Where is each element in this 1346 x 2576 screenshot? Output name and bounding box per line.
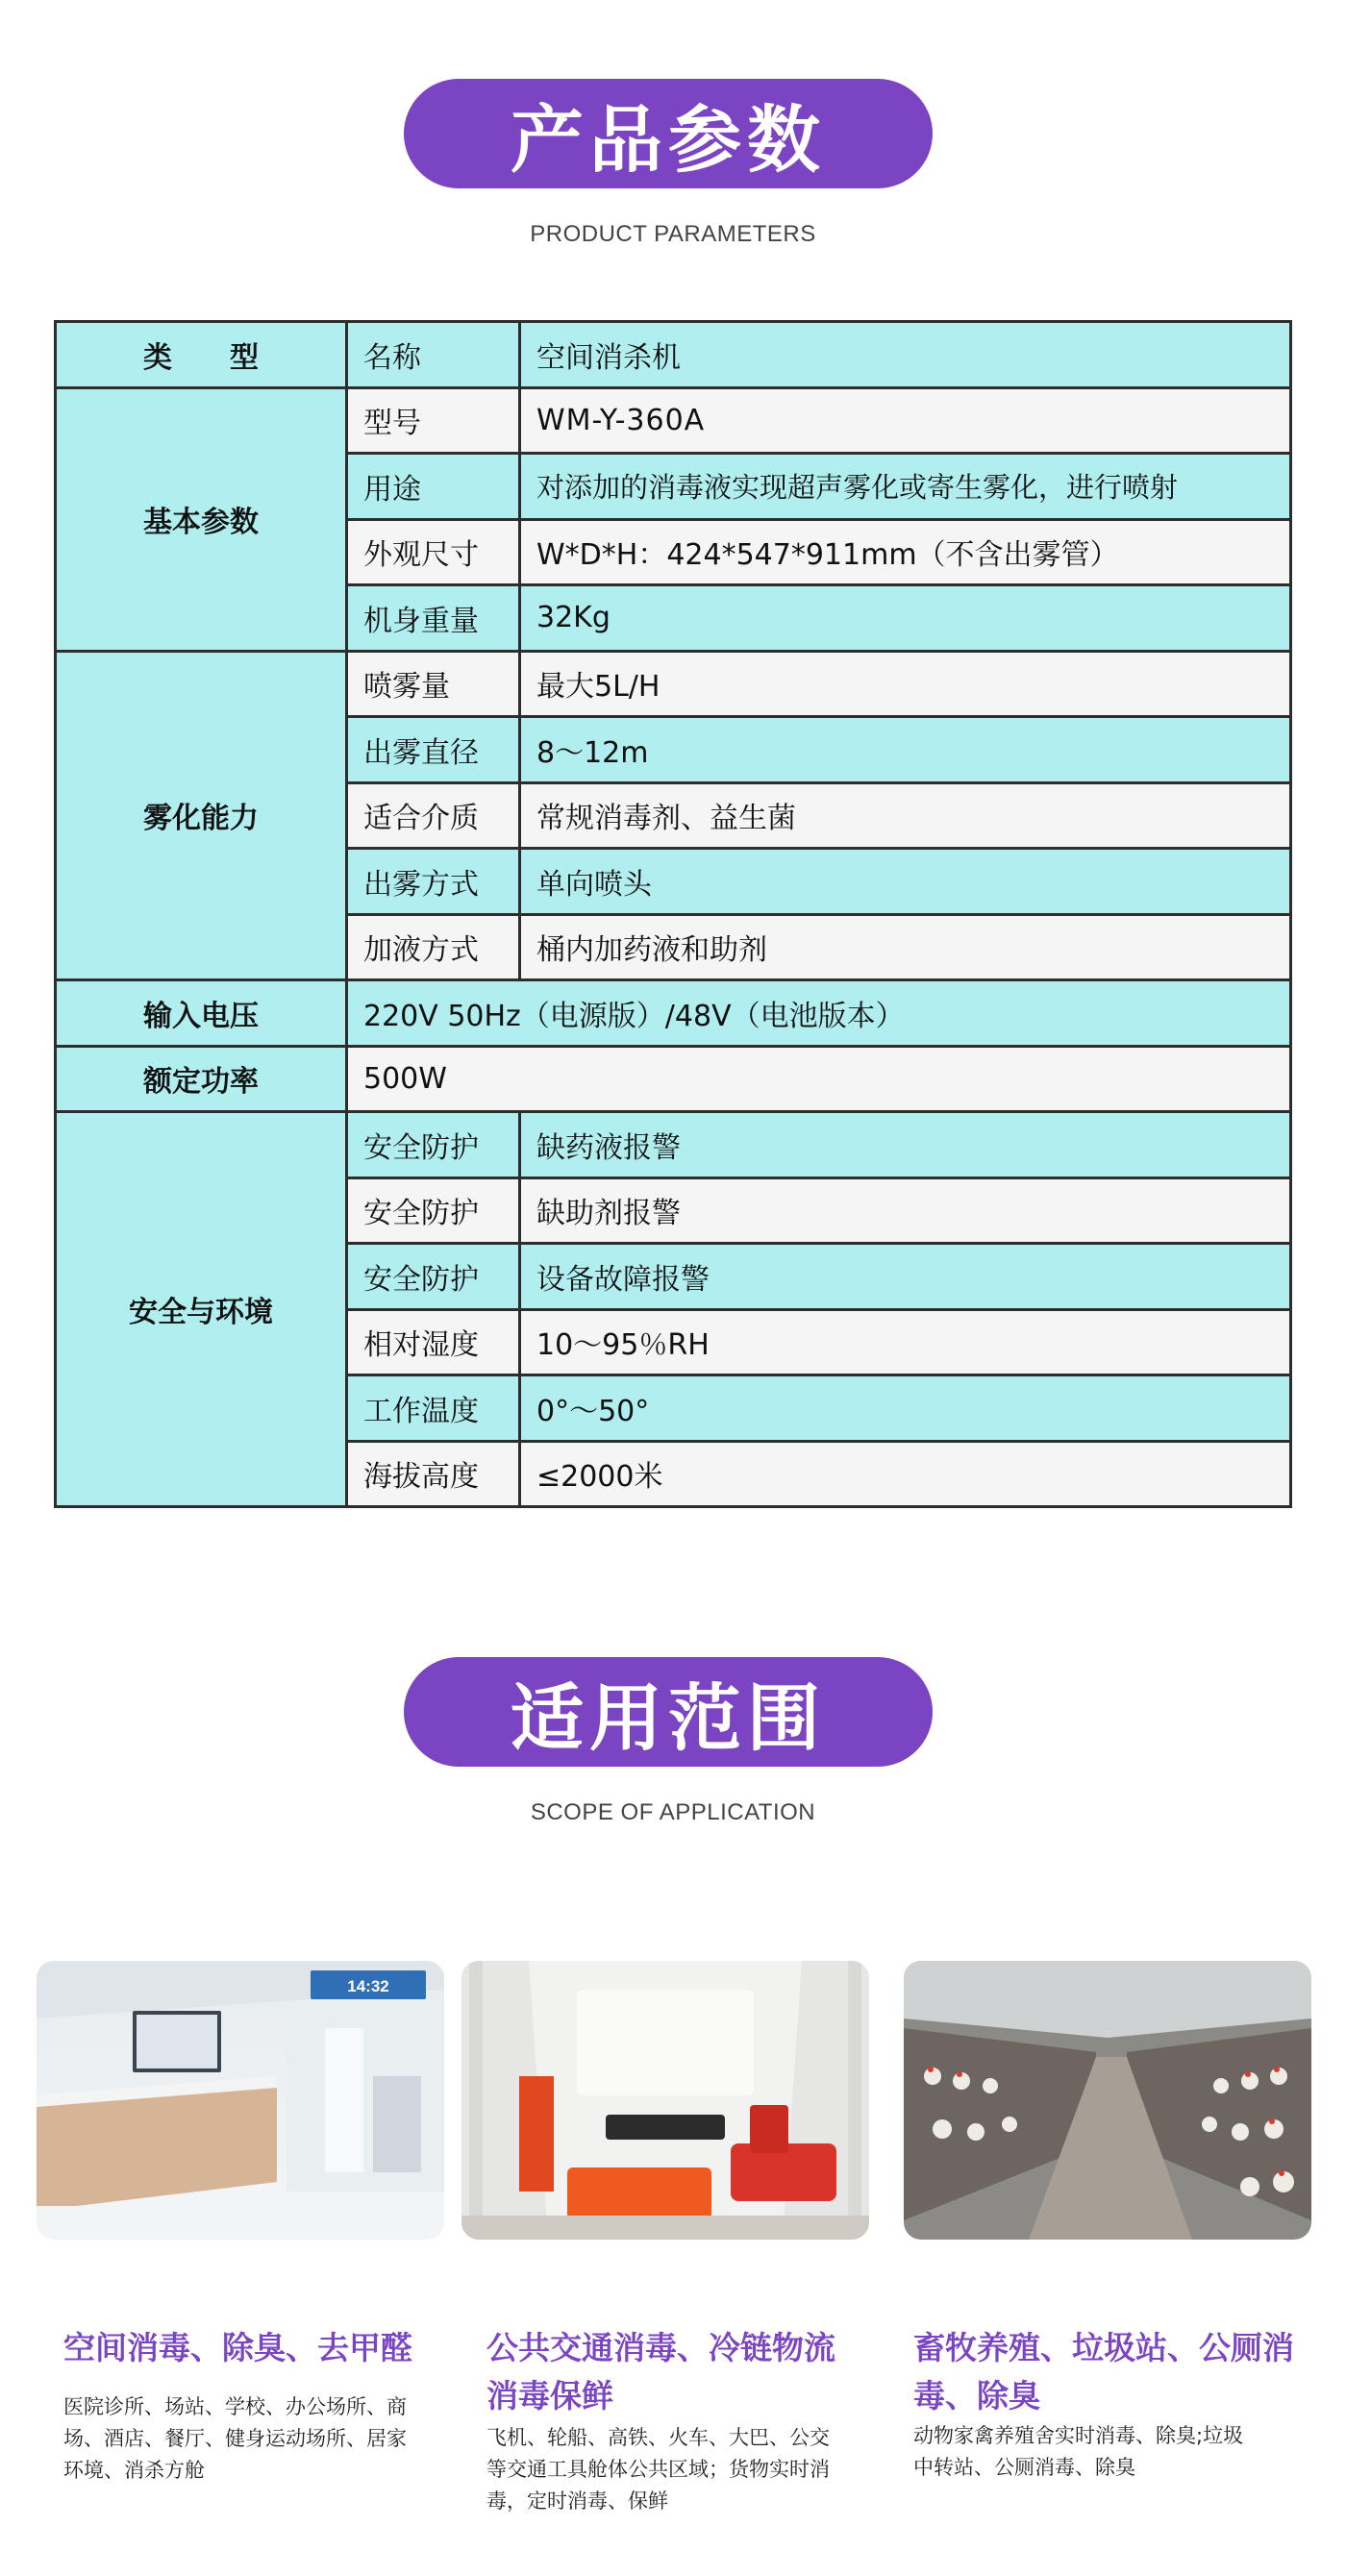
card-description — [486, 2422, 890, 2517]
param-value: 8～12m — [520, 717, 1291, 783]
param-value: 缺助剂报警 — [520, 1177, 1291, 1244]
category-cell: 基本参数 — [56, 387, 347, 651]
card-desc-line: 中转站、公厕消毒、除臭 — [913, 2456, 1135, 2479]
table-row — [56, 387, 1291, 454]
card-title — [63, 2324, 477, 2372]
param-value: 空间消杀机 — [520, 322, 1291, 388]
card-description — [63, 2391, 467, 2487]
card-title-line: 公共交通消毒、冷链物流 — [486, 2329, 835, 2366]
scope-title: 适用范围 — [511, 1674, 826, 1761]
param-value: 缺药液报警 — [520, 1112, 1291, 1178]
card-desc-line: 动物家禽养殖舍实时消毒、除臭;垃圾 — [913, 2424, 1244, 2447]
params-title: 产品参数 — [511, 96, 826, 183]
param-value: 桶内加药液和助剂 — [520, 914, 1291, 980]
params-subtitle: PRODUCT PARAMETERS — [530, 221, 816, 247]
ambulance-interior-photo — [461, 1961, 869, 2240]
param-label: 名称 — [347, 322, 520, 388]
card-desc-line: 飞机、轮船、高铁、火车、大巴、公交 — [486, 2426, 830, 2449]
param-label: 型号 — [347, 387, 520, 454]
param-label: 用途 — [347, 454, 520, 520]
table-row — [56, 980, 1291, 1047]
param-label: 安全防护 — [347, 1112, 520, 1178]
param-value: ≤2000米 — [520, 1441, 1291, 1507]
param-value: 0°～50° — [520, 1375, 1291, 1442]
param-value: 最大5L/H — [520, 651, 1291, 717]
scope-title-badge — [404, 1657, 933, 1767]
param-label: 安全防护 — [347, 1177, 520, 1244]
card-title — [486, 2324, 900, 2420]
param-value: 单向喷头 — [520, 849, 1291, 915]
card-title-line: 毒、除臭 — [913, 2377, 1040, 2415]
card-desc-line: 等交通工具舱体公共区域；货物实时消 — [486, 2458, 830, 2481]
param-label: 喷雾量 — [347, 651, 520, 717]
table-row — [56, 651, 1291, 717]
card-title-line: 畜牧养殖、垃圾站、公厕消 — [913, 2329, 1294, 2366]
category-cell: 额定功率 — [56, 1046, 347, 1112]
param-value: 220V 50Hz（电源版）/48V（电池版本） — [347, 980, 1291, 1047]
category-cell: 输入电压 — [56, 980, 347, 1047]
table-row — [56, 1112, 1291, 1178]
category-cell: 雾化能力 — [56, 651, 347, 980]
card-title — [913, 2324, 1327, 2420]
param-value: W*D*H：424*547*911mm（不含出雾管） — [520, 519, 1291, 585]
card-desc-line: 环境、消杀方舱 — [63, 2459, 205, 2482]
card-desc-line: 场、酒店、餐厅、健身运动场所、居家 — [63, 2427, 407, 2450]
card-desc-line: 毒，定时消毒、保鲜 — [486, 2489, 668, 2513]
param-value: 500W — [347, 1046, 1291, 1112]
param-value: WM-Y-360A — [520, 387, 1291, 454]
param-label: 出雾方式 — [347, 849, 520, 915]
param-value: 32Kg — [520, 585, 1291, 652]
param-label: 安全防护 — [347, 1244, 520, 1310]
param-label: 外观尺寸 — [347, 519, 520, 585]
hospital-lobby-photo — [37, 1961, 444, 2240]
param-value: 10～95％RH — [520, 1309, 1291, 1375]
params-title-badge — [404, 79, 933, 188]
poultry-farm-photo — [904, 1961, 1311, 2240]
category-cell: 类 型 — [56, 322, 347, 388]
param-value: 常规消毒剂、益生菌 — [520, 782, 1291, 849]
card-title-line: 消毒保鲜 — [486, 2377, 613, 2415]
table-row — [56, 322, 1291, 388]
card-title-line: 空间消毒、除臭、去甲醛 — [63, 2329, 412, 2366]
param-value: 设备故障报警 — [520, 1244, 1291, 1310]
param-label: 相对湿度 — [347, 1309, 520, 1375]
param-label: 工作温度 — [347, 1375, 520, 1442]
param-label: 机身重量 — [347, 585, 520, 652]
card-desc-line: 医院诊所、场站、学校、办公场所、商 — [63, 2395, 407, 2418]
parameter-table — [54, 320, 1292, 1508]
scope-subtitle: SCOPE OF APPLICATION — [530, 1799, 816, 1825]
category-cell: 安全与环境 — [56, 1112, 347, 1507]
param-label: 海拔高度 — [347, 1441, 520, 1507]
param-label: 适合介质 — [347, 782, 520, 849]
hospital-sign-time: 14:32 — [347, 1977, 389, 1995]
table-row — [56, 1046, 1291, 1112]
param-label: 出雾直径 — [347, 717, 520, 783]
param-label: 加液方式 — [347, 914, 520, 980]
param-value: 对添加的消毒液实现超声雾化或寄生雾化，进行喷射 — [520, 454, 1291, 520]
card-description — [913, 2420, 1317, 2484]
